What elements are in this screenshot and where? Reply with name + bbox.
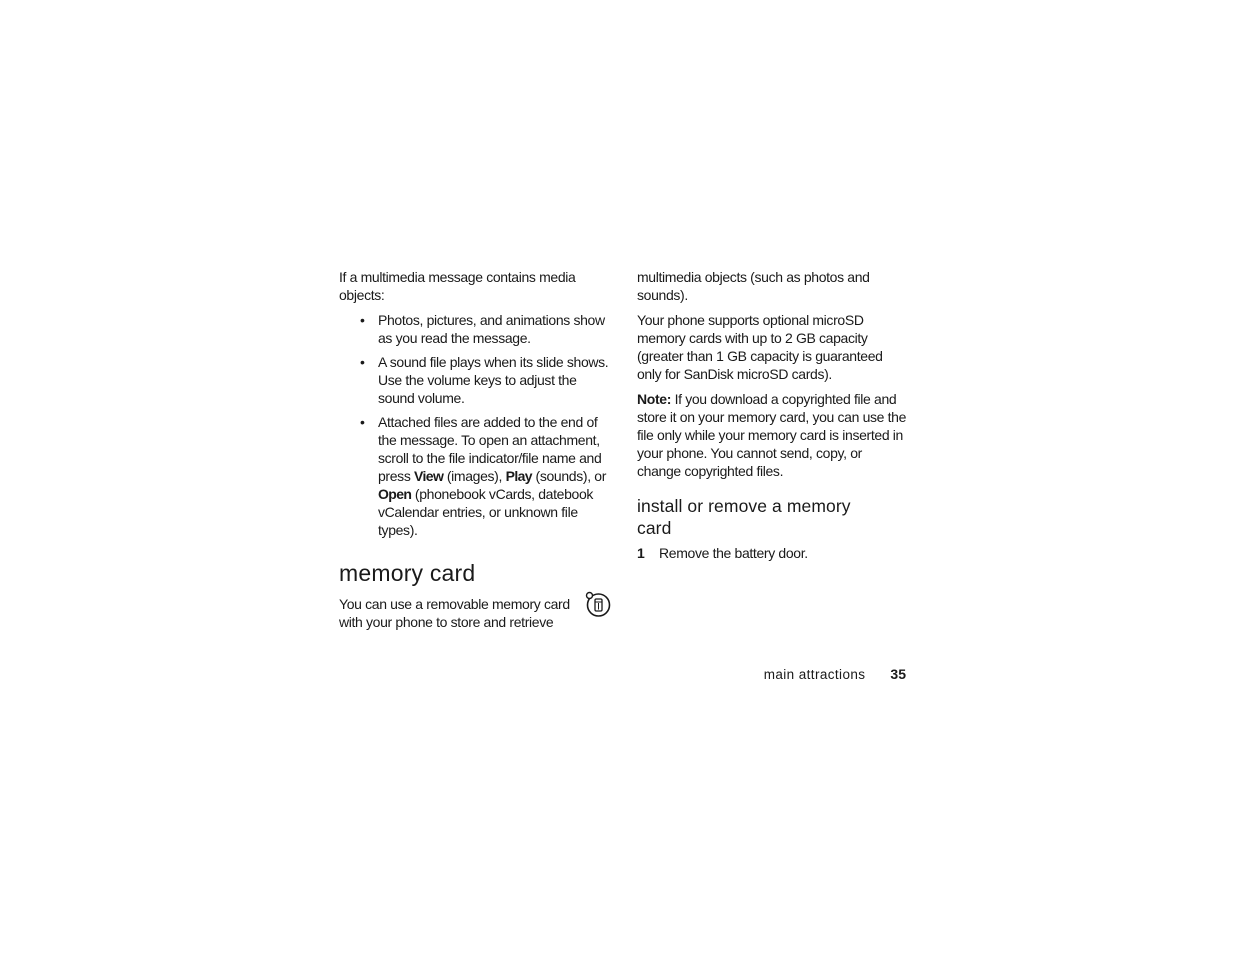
step-item xyxy=(637,544,909,562)
bullet-text-part: (phonebook vCards, datebook vCalendar entries, or unknown file types). xyxy=(378,486,594,538)
key-label-open: Open xyxy=(378,486,412,502)
bullet-text: A sound file plays when its slide shows. Use the volume keys to adjust the sound volume. xyxy=(378,354,609,406)
note-label: Note: xyxy=(637,391,672,407)
list-item xyxy=(360,353,611,407)
bullet-text-part: (images), xyxy=(443,468,506,484)
continued-paragraph: multimedia objects (such as photos and sounds). xyxy=(637,269,870,303)
bullet-text-part: (sounds), or xyxy=(531,468,607,484)
network-service-icon xyxy=(585,591,611,617)
support-paragraph: Your phone supports optional microSD memory cards with up to 2 GB capacity (greater than 1 GB capacity is guaranteed only for SanDisk microSD cards). xyxy=(637,312,883,382)
left-column xyxy=(339,268,611,631)
bullet-text: Photos, pictures, and animations show as you read the message. xyxy=(378,312,605,346)
bullet-text-part: Attached files are added to the end of the message. To open an attachment, scroll to the file indicator/file name and press xyxy=(378,414,602,484)
bullet-text xyxy=(378,414,606,538)
bullet-marker: • xyxy=(360,354,365,370)
note-text: If you download a copyrighted file and store it on your memory card, you can use the file only while your memory card is inserted in your phone. You cannot send, copy, or change copyrighted files. xyxy=(637,391,907,479)
right-column xyxy=(637,268,909,562)
page-number: 35 xyxy=(890,666,906,682)
intro-paragraph: If a multimedia message contains media objects: xyxy=(339,269,576,303)
key-label-play: Play xyxy=(505,468,532,484)
section-intro-block xyxy=(339,595,611,631)
section-title: memory card xyxy=(339,560,476,586)
list-item xyxy=(360,413,611,539)
page-footer xyxy=(700,665,906,684)
note-paragraph xyxy=(637,390,909,480)
step-text: Remove the battery door. xyxy=(659,545,808,561)
footer-section-name: main attractions xyxy=(763,667,866,682)
list-item xyxy=(360,311,611,347)
section-intro: You can use a removable memory card with your phone to store and retrieve xyxy=(339,596,570,630)
media-bullet-list xyxy=(339,311,611,539)
subsection-title: install or remove a memory card xyxy=(637,496,851,538)
key-label-view: View xyxy=(414,468,444,484)
bullet-marker: • xyxy=(360,312,365,328)
bullet-marker: • xyxy=(360,414,365,430)
step-number: 1 xyxy=(637,545,645,561)
